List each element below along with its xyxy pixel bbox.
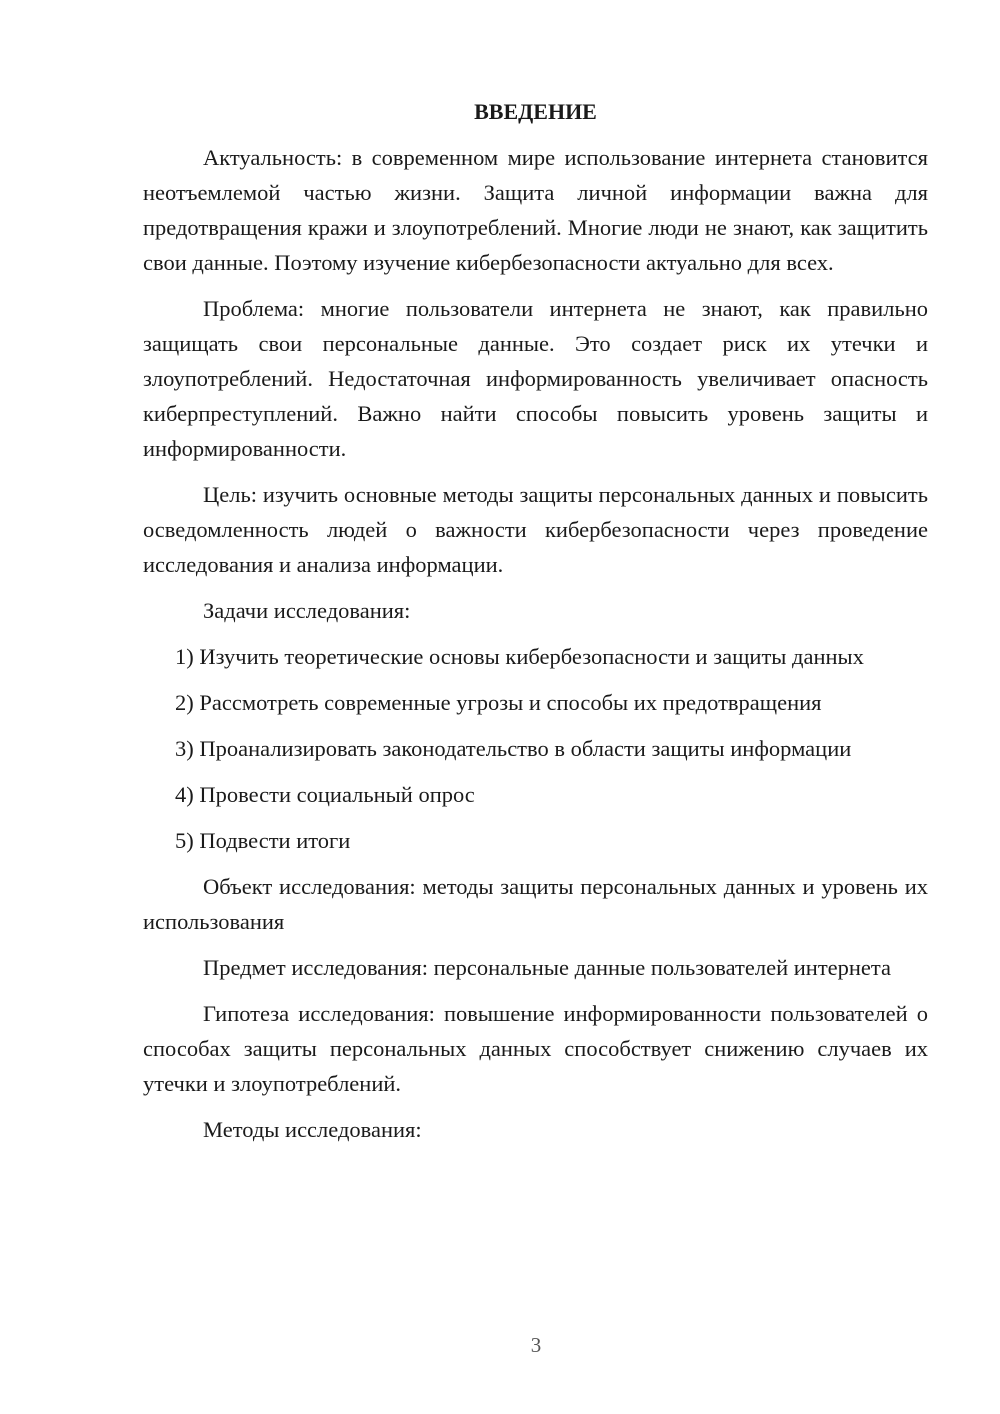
paragraph-goal: Цель: изучить основные методы защиты персональных данных и повысить осведомленность людей о важности кибербезопасности через проведение исследования и анализа информации. [143, 482, 928, 577]
page-number: 3 [530, 1333, 542, 1357]
paragraph-relevance: Актуальность: в современном мире использование интернета становится неотъемлемой частью жизни. Защита личной информации важна для предотвращения кражи и злоупотреблений. Многие люди не знают, как защитить свои данные. Поэтому изучение кибербезопасности актуально для всех. [143, 145, 928, 275]
task-item-4: 4) Провести социальный опрос [175, 782, 475, 807]
task-item-1: 1) Изучить теоретические основы кибербезопасности и защиты данных [175, 644, 864, 669]
task-item-5: 5) Подвести итоги [175, 828, 351, 853]
paragraph-tasks-heading: Задачи исследования: [203, 598, 411, 623]
paragraph-problem: Проблема: многие пользователи интернета не знают, как правильно защищать свои персональные данные. Это создает риск их утечки и злоупотреблений. Недостаточная информированность увеличивает опасность киберпреступлений. Важно найти способы повысить уровень защиты и информированности. [143, 296, 928, 461]
paragraph-methods-heading: Методы исследования: [203, 1117, 422, 1142]
section-title: ВВЕДЕНИЕ [474, 99, 597, 124]
paragraph-subject: Предмет исследования: персональные данные пользователей интернета [203, 955, 892, 980]
paragraph-object: Объект исследования: методы защиты персональных данных и уровень их использования [143, 874, 928, 934]
document-body [143, 94, 928, 1158]
task-item-2: 2) Рассмотреть современные угрозы и способы их предотвращения [175, 690, 822, 715]
paragraph-hypothesis: Гипотеза исследования: повышение информированности пользователей о способах защиты персональных данных способствует снижению случаев их утечки и злоупотреблений. [143, 1001, 928, 1096]
task-item-3: 3) Проанализировать законодательство в области защиты информации [175, 736, 852, 761]
